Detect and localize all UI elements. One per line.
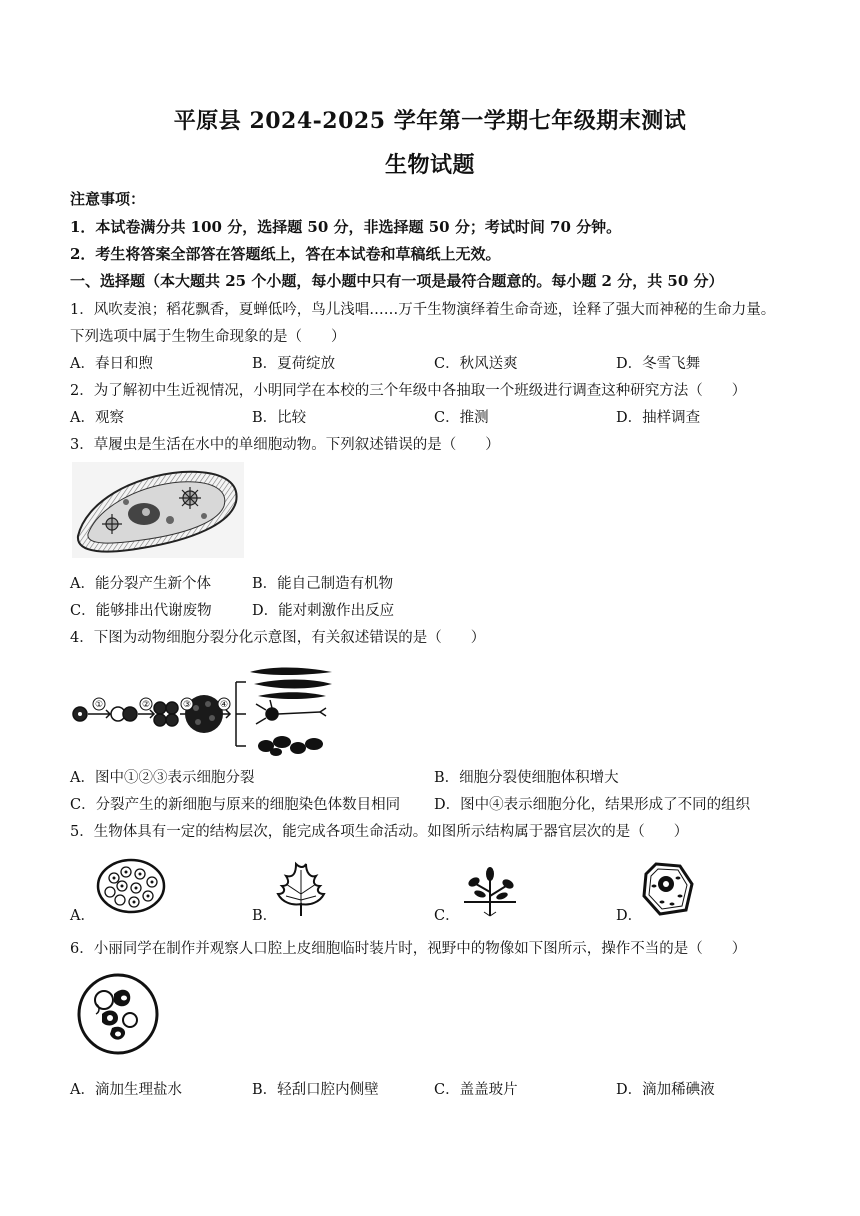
q5-option-b: B． (252, 908, 278, 924)
leaf-figure (274, 860, 328, 918)
q2-stem: 2．为了解初中生近视情况，小明同学在本校的三个年级中各抽取一个班级进行调查这种研究方法（ ） (70, 383, 747, 399)
q2-option-d: D．抽样调查 (616, 410, 701, 426)
q5-stem: 5．生物体具有一定的结构层次，能完成各项生命活动。如图所示结构属于器官层次的是（ ） (70, 824, 689, 840)
q2-option-a: A．观察 (70, 410, 124, 426)
q3-option-d: D．能对刺激作出反应 (252, 603, 395, 619)
q3-option-c: C．能够排出代谢废物 (70, 603, 212, 619)
exam-subtitle: 生物试题 (384, 152, 475, 178)
q1-stem: 1．风吹麦浪；稻花飘香，夏蝉低吟，鸟儿浅唱……万千生物演绎着生命奇迹，诠释了强大而神秘的生命力量。 (70, 302, 776, 318)
q1-option-a: A．春日和煦 (70, 356, 153, 372)
notice-item-1: 1．本试卷满分共 100 分，选择题 50 分，非选择题 50 分；考试时间 70 分钟。 (70, 218, 622, 236)
q6-option-a: A．滴加生理盐水 (70, 1082, 182, 1098)
fig-label-4: ④ (219, 700, 229, 710)
exam-title: 平原县 2024-2025 学年第一学期七年级期末测试 (173, 108, 687, 134)
q3-option-a: A．能分裂产生新个体 (70, 576, 211, 592)
cell-figure (640, 860, 694, 918)
notice-heading: 注意事项： (70, 190, 146, 208)
q2-option-b: B．比较 (252, 410, 307, 426)
tissue-figure (96, 858, 166, 914)
cell-division-figure (70, 664, 340, 758)
notice-item-2: 2．考生将答案全部答在答题纸上，答在本试卷和草稿纸上无效。 (70, 245, 501, 263)
q4-option-c: C．分裂产生的新细胞与原来的细胞染色体数目相同 (70, 797, 401, 813)
q1-option-b: B．夏荷绽放 (252, 356, 336, 372)
q4-option-d: D．图中④表示细胞分化，结果形成了不同的组织 (434, 797, 751, 813)
q1-option-d: D．冬雪飞舞 (616, 356, 701, 372)
q6-option-b: B．轻刮口腔内侧壁 (252, 1082, 379, 1098)
q3-stem: 3．草履虫是生活在水中的单细胞动物。下列叙述错误的是（ ） (70, 437, 500, 453)
q1-option-c: C．秋风送爽 (434, 356, 518, 372)
q1-stem-cont: 下列选项中属于生物生命现象的是（ ） (70, 329, 346, 345)
plant-figure (460, 866, 520, 918)
section-heading: 一、选择题（本大题共 25 个小题，每小题中只有一项是最符合题意的。每小题 2 分，共 50 分） (70, 272, 724, 290)
fig-label-3: ③ (182, 700, 192, 710)
fig-label-2: ② (141, 700, 151, 710)
q4-option-a: A．图中①②③表示细胞分裂 (70, 770, 255, 786)
q4-option-b: B．细胞分裂使细胞体积增大 (434, 770, 619, 786)
q6-stem: 6．小丽同学在制作并观察人口腔上皮细胞临时装片时，视野中的物像如下图所示，操作不当的是（ ） (70, 941, 747, 957)
q6-option-c: C．盖盖玻片 (434, 1082, 518, 1098)
q4-stem: 4．下图为动物细胞分裂分化示意图，有关叙述错误的是（ ） (70, 630, 486, 646)
q6-option-d: D．滴加稀碘液 (616, 1082, 715, 1098)
q5-option-d: D． (616, 908, 643, 924)
q3-option-b: B．能自己制造有机物 (252, 576, 394, 592)
q2-option-c: C．推测 (434, 410, 489, 426)
paramecium-figure (72, 462, 244, 558)
q5-option-a: A． (70, 908, 95, 924)
microscope-view-figure (76, 972, 160, 1056)
q5-option-c: C． (434, 908, 460, 924)
fig-label-1: ① (94, 700, 104, 710)
